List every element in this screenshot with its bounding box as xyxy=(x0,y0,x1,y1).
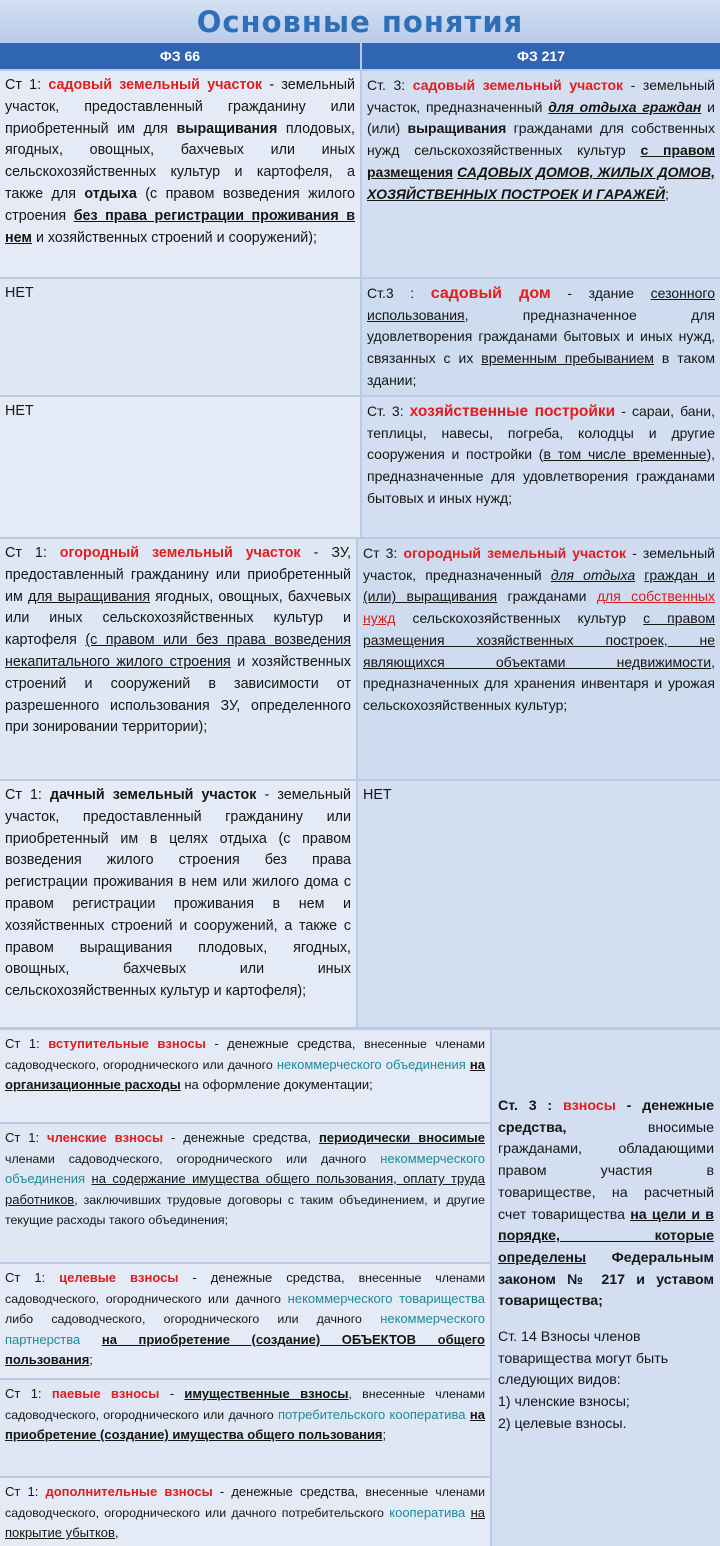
article-ref: Ст. 3: xyxy=(367,77,406,93)
cell-fz66-membership-fees xyxy=(0,1124,490,1262)
list-item: 1) членские взносы; xyxy=(498,1394,630,1411)
text: и хозяйственных строений и сооружений); xyxy=(31,229,318,246)
text: - xyxy=(159,1386,185,1401)
cell-fz66-vegetable-plot xyxy=(0,539,356,779)
article-ref: Ст 3: xyxy=(363,545,398,561)
text-underline: на покрытие убытков xyxy=(5,1504,485,1540)
text-bold-underline: для отдыха граждан xyxy=(548,98,702,115)
cell-fz217-garden-house xyxy=(362,279,720,395)
text: на оформление документации; xyxy=(180,1077,373,1092)
text: - денежные средства, xyxy=(212,1484,366,1499)
text-teal: потребительского кооператива xyxy=(273,1406,466,1422)
text: ; xyxy=(665,185,669,202)
article-ref: Ст. 3 : xyxy=(498,1098,553,1114)
text-underline: в том числе временные xyxy=(543,446,707,463)
text-bold-underline: на цели и в порядке, которые определены xyxy=(498,1206,715,1266)
term-vegetable-plot: огородный земельный участок xyxy=(403,545,627,561)
text: сельскохозяйственных культур xyxy=(395,610,644,627)
text-bold-italic: САДОВЫХ ДОМОВ, ЖИЛЫХ ДОМОВ, ХОЗЯЙСТВЕННЫХ ПОСТРОЕК И ГАРАЖЕЙ xyxy=(367,163,716,202)
text-bold-underline: на приобретение (создание) ОБЪЕКТОВ общего пользования xyxy=(5,1331,485,1367)
cell-fz66-additional-fees xyxy=(0,1478,490,1546)
text-bold-underline: периодически вносимые xyxy=(318,1130,486,1145)
text: , xyxy=(114,1525,119,1540)
cell-fz66-entrance-fees xyxy=(0,1030,490,1122)
article-ref: Ст 1: xyxy=(5,1036,40,1051)
text: и (или) xyxy=(367,98,715,137)
text: - земельный участок, предназначенный xyxy=(363,545,716,583)
text-small: членами садоводческого, огороднического или дачного xyxy=(5,1151,367,1166)
text-underline: временным пребыванием xyxy=(481,350,654,367)
text: Ст. 14 Взносы членов товарищества могут быть следующих видов: xyxy=(498,1329,669,1389)
article-ref: Ст 1: xyxy=(5,77,42,93)
text: - земельный участок, предоставленный гражданину или приобретенный им для xyxy=(5,77,355,137)
text-bold-underline: без права регистрации проживания в нем xyxy=(5,207,355,246)
text-teal: некоммерческого товарищества xyxy=(280,1290,485,1306)
term-target-fees: целевые взносы xyxy=(59,1270,179,1285)
text-underline: с правом размещения хозяйственных построек, не являющихся объектами недвижимости xyxy=(363,610,715,670)
cell-fz217-vegetable-plot xyxy=(358,539,720,779)
text xyxy=(80,1332,102,1347)
cell-fz217-garden-plot xyxy=(362,71,720,277)
text: , предназначенных для хранения инвентаря и урожая сельскохозяйственных культур; xyxy=(363,653,715,713)
article-ref: Ст. 3: xyxy=(367,403,404,419)
text-small: внесенные членами садоводческого, огороднического или дачного xyxy=(5,1037,486,1072)
cell-fz66-garden-house: НЕТ xyxy=(0,279,360,395)
text-italic-underline: для отдыха xyxy=(550,566,636,583)
text-small: внесенные членами садоводческого, огороднического или дачного xyxy=(5,1271,486,1306)
article-ref: Ст 1: xyxy=(5,545,47,561)
header-fz217: ФЗ 217 xyxy=(362,43,720,69)
text-bold-underline: на приобретение (создание) имущества общего пользования xyxy=(5,1406,485,1442)
article-ref: Ст 1: xyxy=(5,1270,46,1285)
text: ; xyxy=(89,1352,93,1367)
text-bold: выращивания xyxy=(407,120,507,137)
text-teal: некоммерческого объединения xyxy=(5,1150,485,1186)
text-bold: отдыха xyxy=(84,185,137,202)
cell-fz217-fees xyxy=(492,1030,720,1546)
cell-fz66-target-fees xyxy=(0,1264,490,1378)
cell-fz66-outbuildings: НЕТ xyxy=(0,397,360,537)
cell-fz217-dacha-plot: НЕТ xyxy=(358,781,720,1027)
fees-definition xyxy=(498,1096,714,1313)
article-ref: Ст 1: xyxy=(5,1484,39,1499)
text-underline: на содержание имущества общего пользования, оплату труда работников xyxy=(5,1171,485,1207)
text: - сараи, бани, теплицы, навесы, погреба, колодцы и другие сооружения и постройки ( xyxy=(367,403,715,463)
text-teal: кооператива xyxy=(383,1504,466,1520)
term-fees: взносы xyxy=(562,1098,616,1114)
cell-fz217-outbuildings xyxy=(362,397,720,537)
term-dacha-plot: дачный земельный участок xyxy=(50,787,257,803)
article-ref: Ст 1: xyxy=(5,1130,40,1145)
article-ref: Ст.3 : xyxy=(367,285,415,301)
article-ref: Ст 1: xyxy=(5,787,42,803)
text-teal: некоммерческого партнерства xyxy=(5,1311,485,1347)
text-underline: (с правом или без права возведения некапитального жилого строения xyxy=(5,632,352,670)
text: - ЗУ, предоставленный гражданину или приобретенный им xyxy=(5,545,351,605)
text-bold: - денежные средства, xyxy=(498,1098,714,1136)
text: и хозяйственных строений и сооружений в зависимости от разрешенного использования ЗУ, определенного при зонировании территории); xyxy=(5,653,351,736)
text: - земельный участок, предоставленный гражданину или приобретенный им в целях отдыха (с правом возведения жилого строения без права регистрации проживания в нем или жилого дома с правом регистрации проживания в нем и хозяйственных строений и сооружений, а также с правом выращивания плодовых, ягодных, овощных, бахчевых или иных сельскохозяйственных культур и картофеля); xyxy=(5,787,351,1000)
term-vegetable-plot: огородный земельный участок xyxy=(59,545,301,561)
text-bold-underline: с правом размещения xyxy=(367,142,715,180)
text-bold: Федеральным законом № 217 и уставом товарищества; xyxy=(498,1249,714,1310)
term-outbuildings: хозяйственные постройки xyxy=(409,403,616,420)
text-small: , внесенные членами садоводческого, огороднического или дачного xyxy=(5,1387,486,1422)
text-small: либо садоводческого, огороднического или дачного xyxy=(5,1312,362,1326)
term-garden-plot: садовый земельный участок xyxy=(412,77,624,93)
text: вносимые гражданами, обладающими правом участия в товариществе, на расчетный счет товарищества xyxy=(498,1119,714,1223)
term-garden-house: садовый дом xyxy=(430,285,551,302)
text-red-underline: для собственных нужд xyxy=(363,588,715,627)
text-bold-underline: имущественные взносы xyxy=(184,1386,349,1401)
text: гражданами для собственных нужд сельскохозяйственных культур xyxy=(367,120,715,159)
text-small: , заключивших трудовые договоры с таким объединением, и другие текущие расходы такого объединения; xyxy=(5,1192,485,1227)
term-share-fees: паевые взносы xyxy=(51,1386,160,1401)
text: плодовых, ягодных, овощных, бахчевых или иных сельскохозяйственных культур и картофеля, а также для xyxy=(5,120,356,202)
text: гражданами xyxy=(497,588,597,605)
text: в таком здании; xyxy=(367,350,715,388)
list-item: 2) целевые взносы. xyxy=(498,1415,627,1432)
text: (с правом возведения жилого строения xyxy=(5,185,355,224)
term-additional-fees: дополнительные взносы xyxy=(45,1484,213,1499)
text-teal: некоммерческого объединения xyxy=(272,1056,466,1072)
text-underline: для выращивания xyxy=(27,588,151,605)
text: ; xyxy=(382,1427,387,1442)
cell-fz66-dacha-plot xyxy=(0,781,356,1027)
text-underline: граждан и (или) выращивания xyxy=(363,566,715,605)
text: ), предназначенные для удовлетворения гражданами бытовых и иных нужд; xyxy=(367,446,715,506)
cell-fz66-share-fees xyxy=(0,1380,490,1476)
text-underline: сезонного использования xyxy=(367,285,715,323)
term-entrance-fees: вступительные взносы xyxy=(48,1036,206,1051)
text: - денежные средства, xyxy=(205,1036,365,1051)
text-small: внесенные членами садоводческого, огороднического или дачного потребительского xyxy=(5,1485,486,1520)
text: ягодных, овощных, бахчевых или иных сельскохозяйственных культур и картофеля xyxy=(5,588,351,649)
text: - здание xyxy=(550,285,651,301)
text-bold-underline: на организационные расходы xyxy=(5,1056,485,1092)
text: - земельный участок, предназначенный xyxy=(367,77,715,115)
fees-types xyxy=(498,1327,714,1436)
term-membership-fees: членские взносы xyxy=(47,1130,164,1145)
text: - денежные средства, xyxy=(178,1270,359,1285)
text: , предназначенное для удовлетворения гражданами бытовых и иных нужд, связанных с их xyxy=(367,306,715,367)
term-garden-plot: садовый земельный участок xyxy=(48,77,263,93)
text xyxy=(635,567,644,583)
cell-fz66-garden-plot xyxy=(0,71,360,277)
text-bold: выращивания xyxy=(176,120,278,137)
text: - денежные средства, xyxy=(163,1130,319,1145)
page-title: Основные понятия xyxy=(0,0,720,43)
article-ref: Ст 1: xyxy=(5,1386,42,1401)
header-fz66: ФЗ 66 xyxy=(0,43,360,69)
